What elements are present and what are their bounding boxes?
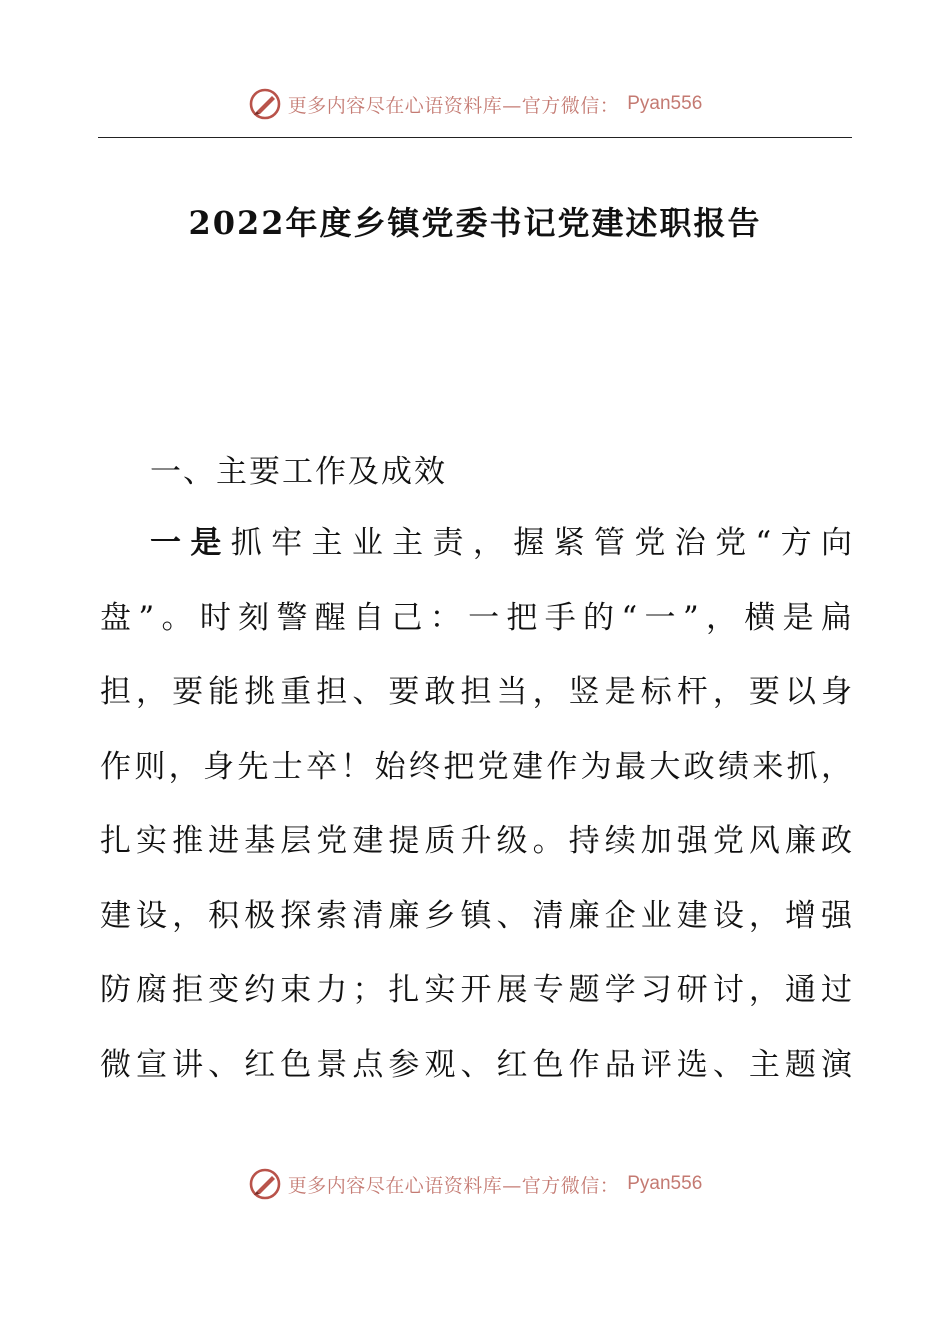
paragraph-line: 担，要能挑重担、要敢担当，竖是标杆，要以身 xyxy=(100,674,852,710)
footer-watermark xyxy=(0,1164,950,1204)
header-divider xyxy=(98,137,852,138)
paragraph-line: 扎实推进基层党建提质升级。持续加强党风廉政 xyxy=(100,823,852,859)
header-watermark xyxy=(0,84,950,124)
paragraph-line: 盘”。时刻警醒自己：一把手的“一”，横是扁 xyxy=(100,599,852,636)
paragraph-line: 建设，积极探索清廉乡镇、清廉企业建设，增强 xyxy=(100,897,852,934)
watermark-text: 更多内容尽在心语资料库—官方微信： xyxy=(287,1174,620,1197)
watermark-text: 更多内容尽在心语资料库—官方微信： xyxy=(287,94,620,117)
paragraph-line xyxy=(100,506,852,581)
paragraph-line: 防腐拒变约束力；扎实开展专题学习研讨，通过 xyxy=(100,972,852,1008)
paragraph-lead: 一是 xyxy=(150,525,231,561)
watermark-handle: Pyan556 xyxy=(627,1173,703,1194)
document-title: 2022年度乡镇党委书记党建述职报告 xyxy=(188,204,762,242)
watermark-handle: Pyan556 xyxy=(627,93,703,114)
paragraph-line: 微宣讲、红色景点参观、红色作品评选、主题演 xyxy=(100,1046,852,1083)
paragraph-line-text: 抓牢主业主责，握紧管党治党“方向 xyxy=(230,525,852,561)
document-body xyxy=(100,506,852,1102)
section-heading: 一、主要工作及成效 xyxy=(150,454,447,490)
paragraph-line: 作则，身先士卒！始终把党建作为最大政绩来抓， xyxy=(100,748,852,785)
pen-logo-icon xyxy=(248,87,282,121)
pen-logo-icon xyxy=(248,1167,282,1201)
